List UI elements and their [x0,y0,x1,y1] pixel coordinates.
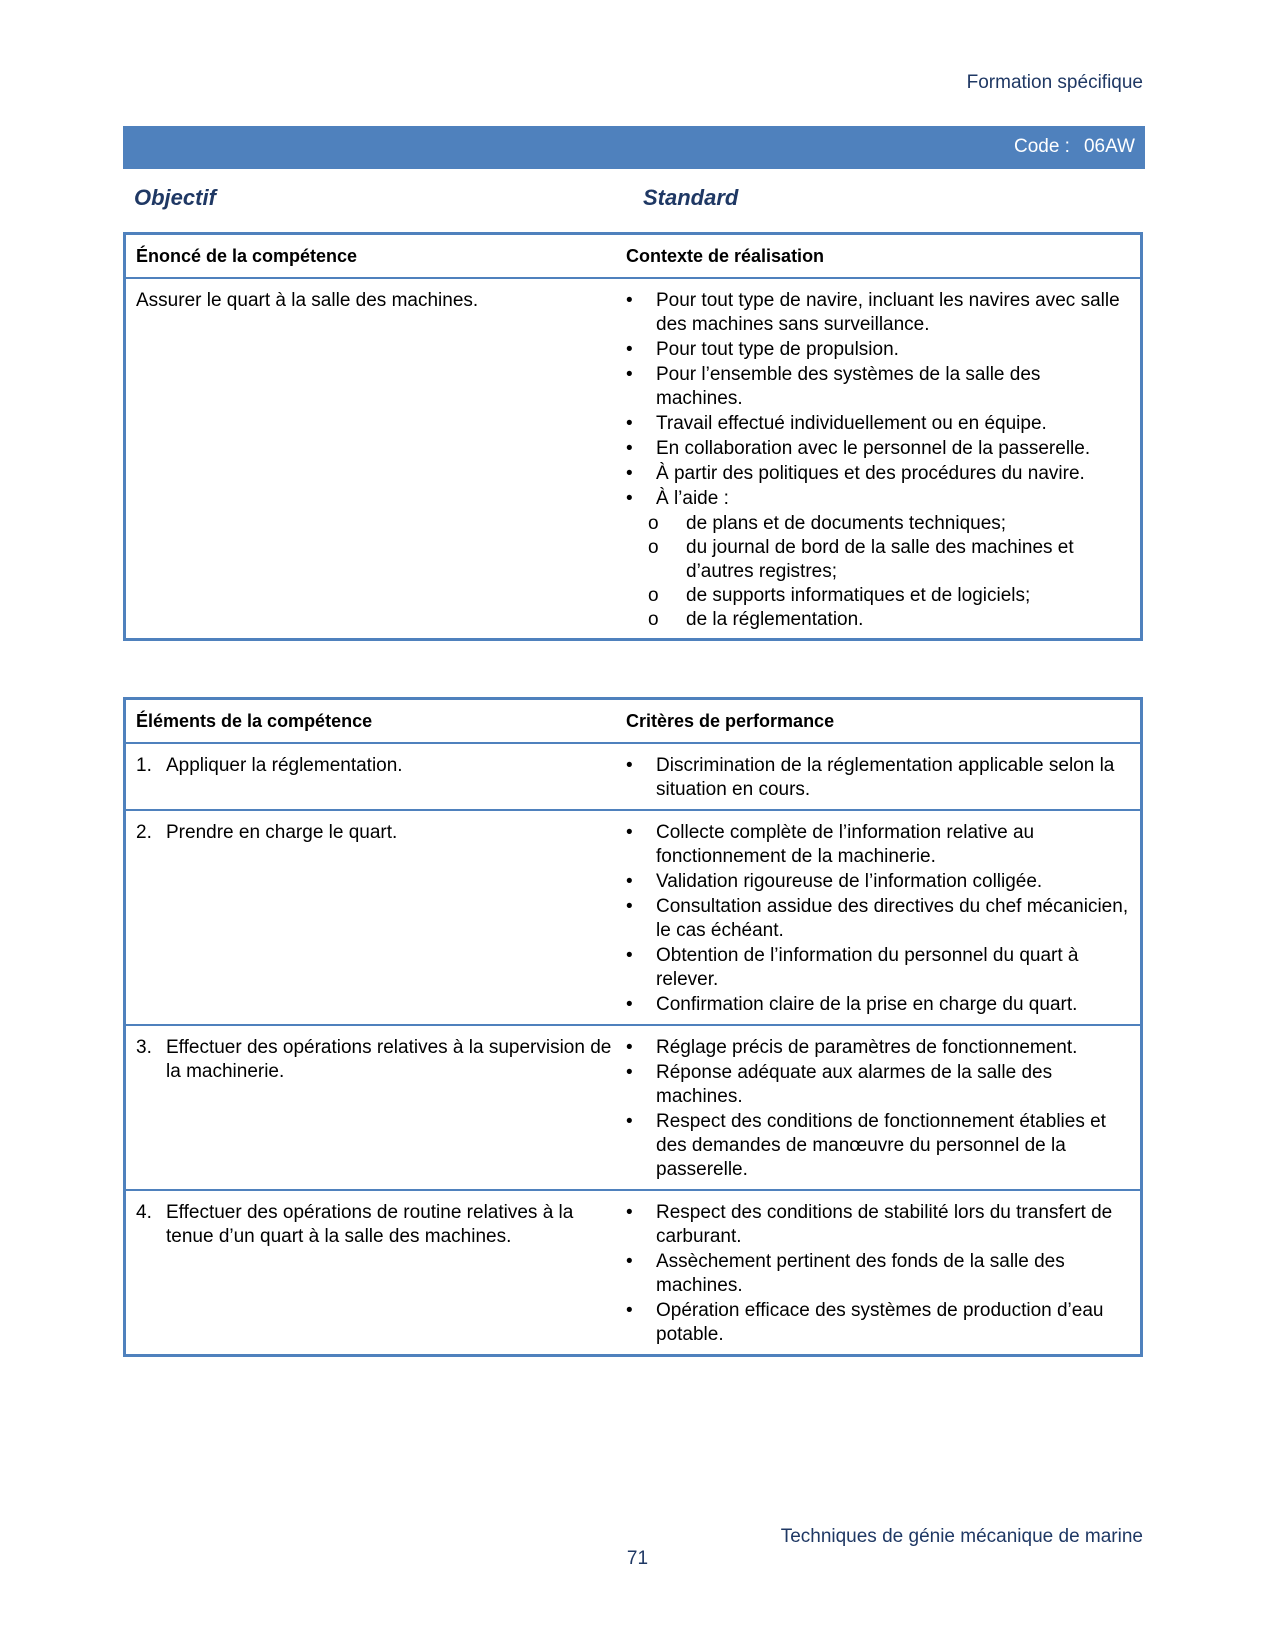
element-item [136,754,616,778]
context-subitem: o de la réglementation. [626,608,1130,632]
element-row [126,809,1140,1024]
elements-header-row [126,700,1140,742]
context-list [626,289,1130,511]
criteria-item: • Collecte complète de l’information relative au fonctionnement de la machinerie. [626,821,1130,869]
criteria-item: • Obtention de l’information du personnel du quart à relever. [626,944,1130,992]
criteria-list [626,754,1130,802]
elements-header: Éléments de la compétence [136,711,373,731]
criteria-item: • Opération efficace des systèmes de production d’eau potable. [626,1299,1130,1347]
context-header: Contexte de réalisation [626,246,825,266]
criteria-item: • Consultation assidue des directives du chef mécanicien, le cas échéant. [626,895,1130,943]
element-number: 4. [136,1202,152,1223]
element-number: 2. [136,822,152,843]
element-number: 3. [136,1037,152,1058]
criteria-list [626,821,1130,1017]
context-item: • Pour tout type de propulsion. [626,338,1130,362]
competence-row [126,277,1140,638]
context-item: • Travail effectué individuellement ou en équipe. [626,412,1130,436]
context-item: • En collaboration avec le personnel de la passerelle. [626,437,1130,461]
element-cell [126,744,626,809]
competence-statement: Assurer le quart à la salle des machines. [136,290,479,311]
criteria-item: • Discrimination de la réglementation applicable selon la situation en cours. [626,754,1130,802]
competence-header-row [126,235,1140,277]
criteria-item: • Réponse adéquate aux alarmes de la salle des machines. [626,1061,1130,1109]
code-bar [123,126,1145,169]
criteria-cell [626,1026,1140,1189]
element-text: Effectuer des opérations relatives à la supervision de la machinerie. [166,1037,612,1082]
context-item: • À l’aide : [626,487,1130,511]
context-sublist [626,512,1130,632]
objective-label: Objectif [134,185,216,210]
criteria-item: • Confirmation claire de la prise en charge du quart. [626,993,1130,1017]
criteria-list [626,1036,1130,1182]
elements-table [123,697,1143,1357]
criteria-item: • Respect des conditions de fonctionnement établies et des demandes de manœuvre du personnel de la passerelle. [626,1110,1130,1182]
page-number: 71 [626,1548,649,1569]
criteria-cell [626,744,1140,809]
context-cell [626,279,1140,638]
element-row [126,742,1140,809]
criteria-cell [626,811,1140,1024]
context-item: • Pour tout type de navire, incluant les navires avec salle des machines sans surveillance. [626,289,1130,337]
criteria-list [626,1201,1130,1347]
footer-program-title: Techniques de génie mécanique de marine [780,1526,1143,1547]
criteria-item: • Assèchement pertinent des fonds de la salle des machines. [626,1250,1130,1298]
context-subitem: o de plans et de documents techniques; [626,512,1130,536]
statement-header: Énoncé de la compétence [136,246,358,266]
code-label-text: Code : [1013,136,1070,157]
code-value: 06AW [1083,136,1135,157]
element-cell [126,1191,626,1354]
element-text: Appliquer la réglementation. [166,755,403,776]
section-title: Formation spécifique [966,72,1143,93]
context-subitem: o du journal de bord de la salle des machines et d’autres registres; [626,536,1130,584]
criteria-item: • Validation rigoureuse de l’information colligée. [626,870,1130,894]
criteria-cell [626,1191,1140,1354]
element-row [126,1189,1140,1354]
element-item [136,821,616,845]
code-label [1014,136,1135,158]
element-cell [126,1026,626,1189]
context-subitem: o de supports informatiques et de logiciels; [626,584,1130,608]
criteria-item: • Réglage précis de paramètres de fonctionnement. [626,1036,1130,1060]
element-number: 1. [136,755,152,776]
element-text: Effectuer des opérations de routine relatives à la tenue d’un quart à la salle des machines. [166,1202,574,1247]
context-item: • À partir des politiques et des procédures du navire. [626,462,1130,486]
element-row [126,1024,1140,1189]
competence-table [123,232,1143,641]
standard-label: Standard [643,185,739,210]
element-text: Prendre en charge le quart. [166,822,398,843]
element-cell [126,811,626,1024]
criteria-item: • Respect des conditions de stabilité lors du transfert de carburant. [626,1201,1130,1249]
element-item [136,1036,616,1084]
context-item: • Pour l’ensemble des systèmes de la salle des machines. [626,363,1130,411]
element-item [136,1201,616,1249]
criteria-header: Critères de performance [626,711,835,731]
